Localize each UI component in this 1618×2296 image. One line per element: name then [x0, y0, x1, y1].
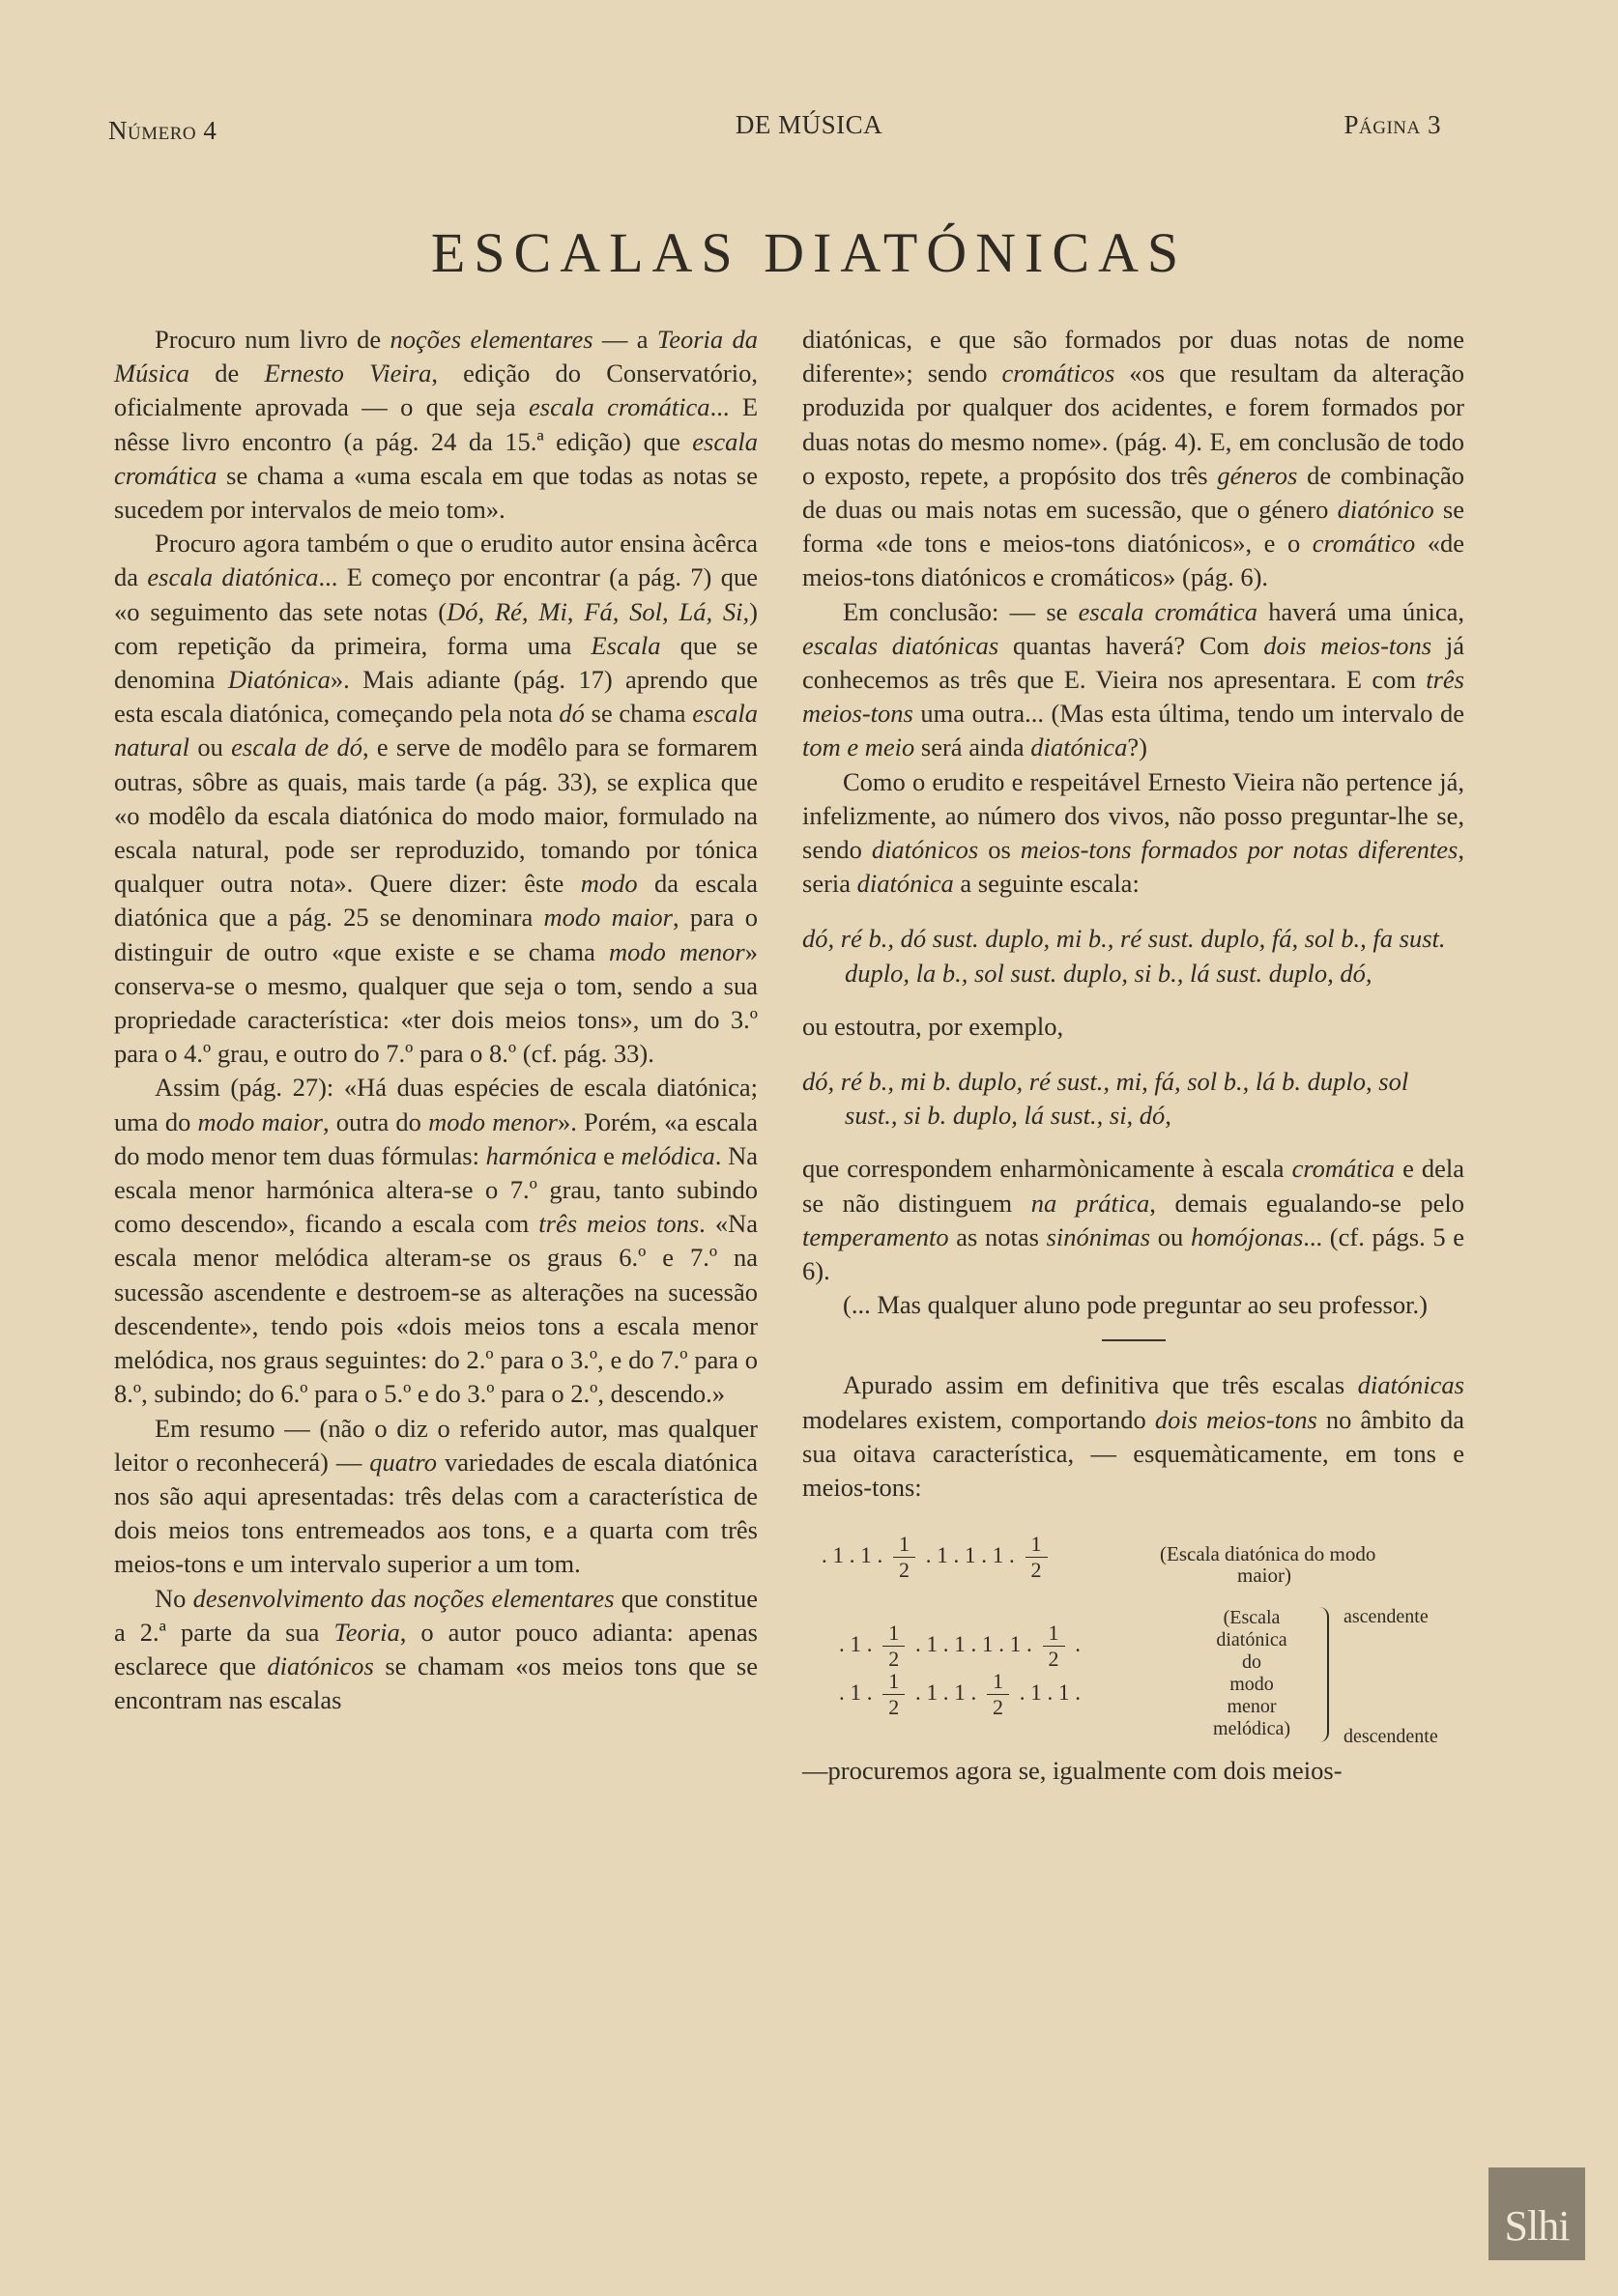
paragraph: No desenvolvimento das noções elementares que constitue a 2.ª parte da sua Teoria, o autor pouco adianta: apenas esclarece que diatónicos se chamam «os meios tons que se encontram nas escalas	[114, 1583, 758, 1715]
paragraph: Apurado assim em definitiva que três escalas diatónicas modelares existem, comportando dois meios-tons no âmbito da sua oitava característica, — esquemàticamente, em tons e meios-tons:	[802, 1370, 1464, 1503]
example-scale-2: dó, ré b., mi b. duplo, ré sust., mi, fá, sol b., lá b. duplo, sol sust., si b. duplo, lá sust., si, dó,	[802, 1067, 1409, 1131]
fraction-half: $\frac{1}{2}$	[1043, 1622, 1065, 1670]
article-title: ESCALAS DIATÓNICAS	[430, 221, 1188, 284]
fraction-half: $\frac{1}{2}$	[893, 1534, 915, 1581]
section-divider	[1102, 1339, 1166, 1341]
paragraph: —procuremos agora se, igualmente com dois meios-	[802, 1756, 1343, 1786]
scheme-row-minor-ascending: . 1 . $\frac{1}{2}$ . 1 . 1 . 1 . 1 . $\frac{1}{2}$ .	[839, 1621, 1081, 1672]
page-number: Página 3	[1344, 110, 1441, 139]
scheme-row-minor-descending: . 1 . $\frac{1}{2}$ . 1 . 1 . $\frac{1}{2}$ . 1 . 1 .	[839, 1669, 1081, 1720]
paragraph: que correspondem enharmònicamente à escala cromática e dela se não distinguem na prática, demais egualando-se pelo temperamento as notas sinónimas ou homójonas... (cf. págs. 5 e 6).	[802, 1154, 1465, 1286]
paragraph: Procuro agora também o que o erudito autor ensina àcêrca da escala diatónica... E começo por encontrar (a pág. 7) que «o seguimento das sete notas (Dó, Ré, Mi, Fá, Sol, Lá, Si,) com repetição da primeira, forma uma Escala que se denomina Diatónica». Mais adiante (pág. 17) aprendo que esta escala diatónica, começando pela nota dó se chama escala natural ou escala de dó, e serve de modêlo para se formarem outras, sôbre as quais, mais tarde (a pág. 33), se explica que «o modêlo da escala diatónica do modo maior, formulado na escala natural, pode ser reproduzido, tomando por tónica qualquer outra nota». Quere dizer: êste modo da escala diatónica que a pág. 25 se denominara modo maior, para o distinguir de outro «que existe e se chama modo menor» conserva-se o mesmo, qualquer que seja o tom, sendo a sua propriedade característica: «ter dois meios tons», um do 3.º para o 4.º grau, e outro do 7.º para o 8.º (cf. pág. 33).	[114, 529, 759, 1069]
fraction-half: $\frac{1}{2}$	[987, 1671, 1009, 1718]
paragraph: Como o erudito e respeitável Ernesto Vieira não pertence já, infelizmente, ao número dos vivos, não posso preguntar-lhe se, sendo diatónicos os meios-tons formados por notas diferentes, seria diatónica a seguinte escala:	[802, 766, 1464, 899]
right-column	[802, 323, 1464, 1789]
label-minor-melodic: (Escala diatónica do modo menor melódica)	[1213, 1607, 1290, 1740]
paragraph: Em resumo — (não o diz o referido autor, mas qualquer leitor o reconhecerá) — quatro variedades de escala diatónica nos são aqui apresentadas: três delas com a característica de dois meios tons entremeados aos tons, e a quarta com três meios-tons e um intervalo superior a um tom.	[114, 1413, 758, 1579]
journal-title: DE MÚSICA	[735, 110, 883, 139]
label-descending: descendente	[1344, 1726, 1438, 1748]
paragraph: Assim (pág. 27): «Há duas espécies de escala diatónica; uma do modo maior, outra do modo menor». Porém, «a escala do modo menor tem duas fórmulas: harmónica e melódica. Na escala menor harmónica altera-se o 7.º grau, tanto subindo como descendo», ficando a escala com três meios tons. «Na escala menor melódica alteram-se os graus 6.º e 7.º na sucessão ascendente e destroem-se as alterações na sucessão descendente», tendo pois «dois meios tons a escala menor melódica, nos graus seguintes: do 2.º para o 3.º, e do 7.º para o 8.º, subindo; do 6.º para o 5.º e do 3.º para o 2.º, descendo.»	[114, 1073, 759, 1409]
running-header	[0, 108, 1618, 147]
example-scale-1: dó, ré b., dó sust. duplo, mi b., ré sust. duplo, fá, sol b., fa sust. duplo, la b., sol sust. duplo, si b., lá sust. duplo, dó,	[802, 924, 1446, 988]
paragraph: Em conclusão: — se escala cromática haverá uma única, escalas diatónicas quantas haverá? Com dois meios-tons já conhecemos as três que E. Vieira nos apresentara. E com três meios-tons uma outra... (Mas esta última, tendo um intervalo de tom e meio será ainda diatónica?)	[802, 596, 1464, 762]
paragraph: ou estoutra, por exemplo,	[802, 1011, 1064, 1041]
left-column	[114, 323, 758, 1717]
library-logo: Slhi	[1488, 2167, 1585, 2260]
scheme-row-major: . 1 . 1 . $\frac{1}{2}$ . 1 . 1 . 1 . $\frac{1}{2}$	[822, 1534, 1053, 1581]
paragraph: (... Mas qualquer aluno pode preguntar ao seu professor.)	[843, 1290, 1428, 1320]
fraction-half: $\frac{1}{2}$	[1026, 1534, 1048, 1581]
label-major-scale: (Escala diatónica do modo maior)	[1160, 1542, 1376, 1588]
paragraph: diatónicas, e que são formados por duas notas de nome diferente»; sendo cromáticos «os que resultam da alteração produzida por qualquer dos acidentes, e forem formados por duas notas do mesmo nome». (pág. 4). E, em conclusão de todo o exposto, repete, a propósito dos três géneros de combinação de duas ou mais notas em sucessão, que o género diatónico se forma «de tons e meios-tons diatónicos», e o cromático «de meios-tons diatónicos e cromáticos» (pág. 6).	[802, 325, 1464, 592]
label-ascending: ascendente	[1344, 1606, 1429, 1628]
fraction-half: $\frac{1}{2}$	[882, 1622, 905, 1670]
interval-scheme	[802, 1534, 1464, 1746]
issue-number: Número 4	[108, 116, 217, 145]
paragraph: Procuro num livro de noções elementares — a Teoria da Música de Ernesto Vieira, edição do Conservatório, oficialmente aprovada — o que seja escala cromática... E nêsse livro encontro (a pág. 24 da 15.ª edição) que escala cromática se chama a «uma escala em que todas as notas se sucedem por intervalos de meio tom».	[114, 325, 759, 525]
fraction-half: $\frac{1}{2}$	[882, 1671, 905, 1718]
right-brace-icon	[1319, 1607, 1329, 1742]
